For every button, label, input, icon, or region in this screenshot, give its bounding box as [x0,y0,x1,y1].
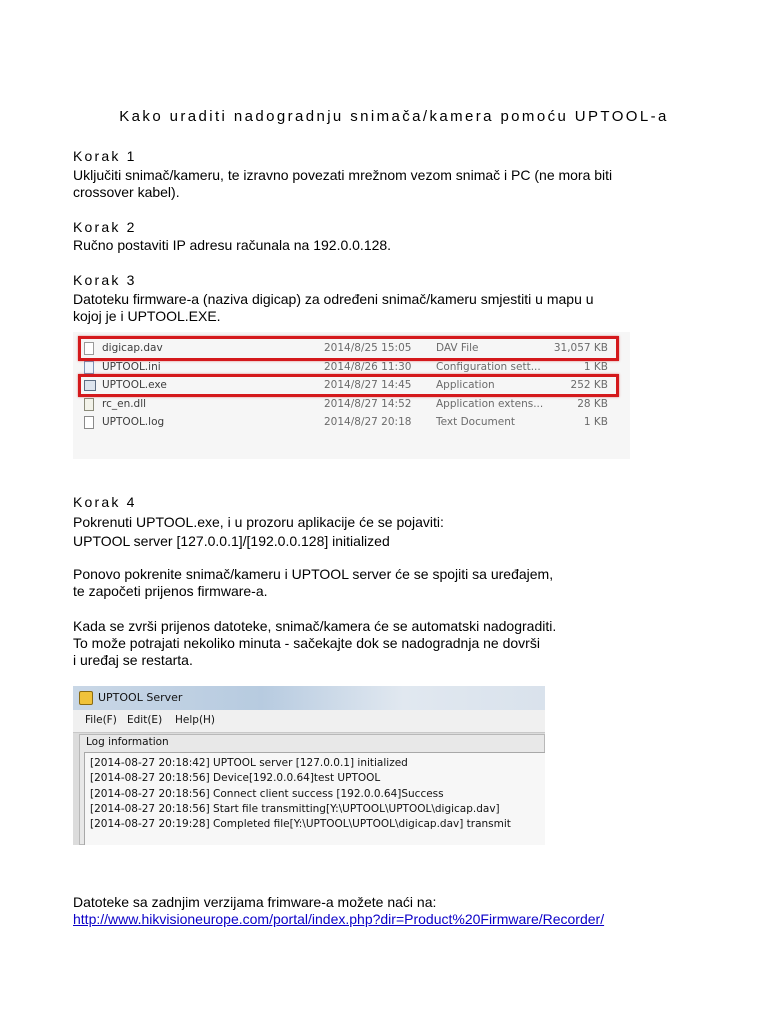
file-size: 252 KB [570,379,608,391]
firmware-note: Datoteke sa zadnjim verzijama frimware-a možete naći na: [73,894,437,910]
file-size: 28 KB [577,398,608,410]
log-entry: [2014-08-27 20:18:42] UPTOOL server [127.0.0.1] initialized [90,757,408,769]
file-type: Application [436,379,495,391]
highlight-digicap [78,336,619,361]
log-panel [79,734,545,845]
file-size: 31,057 KB [553,342,608,354]
step-2-line-1: Ručno postaviti IP adresu računala na 192.0.0.128. [73,237,392,253]
restart-paragraph [73,566,553,600]
step-3-heading: Korak 3 [73,272,137,288]
settings-file-icon [84,361,94,374]
step-2-text [73,237,391,254]
firmware-download-link[interactable]: http://www.hikvisioneurope.com/portal/index.php?dir=Product%20Firmware/Recorder/ [73,911,605,927]
step-3-text [73,291,594,325]
upgrade-line-2: To može potrajati nekoliko minuta - sačekajte dok se nadogradnja ne dovrši [73,635,540,651]
file-type: DAV File [436,342,479,354]
uptool-window-screenshot [73,686,545,845]
step-1-line-2: crossover kabel). [73,184,180,200]
file-name: UPTOOL.log [102,416,165,428]
log-entry: [2014-08-27 20:18:56] Start file transmitting[Y:\UPTOOL\UPTOOL\digicap.dav] [90,803,500,815]
menu-bar [73,710,545,733]
file-type: Text Document [436,416,515,428]
step-4-heading: Korak 4 [73,494,137,510]
menu-file[interactable]: File(F) [85,714,117,726]
uptool-app-icon [79,691,93,705]
file-date: 2014/8/27 14:52 [324,398,412,410]
file-type: Configuration sett... [436,361,541,373]
file-date: 2014/8/27 14:45 [324,379,412,391]
log-list[interactable] [84,752,545,845]
file-name: rc_en.dll [102,398,147,410]
file-size: 1 KB [583,416,608,428]
step-2-heading: Korak 2 [73,219,137,235]
log-entry: [2014-08-27 20:19:28] Completed file[Y:\UPTOOL\UPTOOL\digicap.dav] transmit [90,818,511,830]
file-row[interactable] [73,396,630,414]
log-entry: [2014-08-27 20:18:56] Device[192.0.0.64]test UPTOOL [90,772,381,784]
window-titlebar[interactable] [73,686,545,710]
step-4-line-2: UPTOOL server [127.0.0.1]/[192.0.0.128] initialized [73,533,390,549]
upgrade-paragraph [73,618,556,669]
step-1-heading: Korak 1 [73,148,137,164]
step-4-text [73,513,444,551]
file-row[interactable] [73,414,630,432]
file-name: UPTOOL.ini [102,361,161,373]
file-name: digicap.dav [102,342,163,354]
page-title: Kako uraditi nadogradnju snimača/kamera pomoću UPTOOL-a [119,108,669,125]
file-size: 1 KB [583,361,608,373]
restart-line-1: Ponovo pokrenite snimač/kameru i UPTOOL server će se spojiti sa uređajem, [73,566,554,582]
step-1-text [73,167,612,201]
upgrade-line-1: Kada se zvrši prijenos datoteke, snimač/kamera će se automatski nadograditi. [73,618,557,634]
step-1-line-1: Uključiti snimač/kameru, te izravno povezati mrežnom vezom snimač i PC (ne mora biti [73,167,613,183]
menu-edit[interactable]: Edit(E) [127,714,163,726]
text-file-icon [84,416,94,429]
step-3-line-2: kojoj je i UPTOOL.EXE. [73,308,221,324]
log-panel-label: Log information [86,736,169,748]
file-name: UPTOOL.exe [102,379,167,391]
step-3-line-1: Datoteku firmware-a (naziva digicap) za određeni snimač/kameru smjestiti u mapu u [73,291,594,307]
menu-help[interactable]: Help(H) [175,714,216,726]
file-type: Application extens... [436,398,544,410]
restart-line-2: te započeti prijenos firmware-a. [73,583,268,599]
file-date: 2014/8/27 20:18 [324,416,412,428]
step-4-line-1: Pokrenuti UPTOOL.exe, i u prozoru aplikacije će se pojaviti: [73,514,444,530]
highlight-uptool-exe [78,374,619,397]
dll-file-icon [84,398,94,411]
upgrade-line-3: i uređaj se restarta. [73,652,193,668]
file-date: 2014/8/25 15:05 [324,342,412,354]
window-title: UPTOOL Server [98,691,183,704]
file-date: 2014/8/26 11:30 [324,361,412,373]
log-entry: [2014-08-27 20:18:56] Connect client success [192.0.0.64]Success [90,788,444,800]
file-explorer-screenshot [73,332,630,459]
